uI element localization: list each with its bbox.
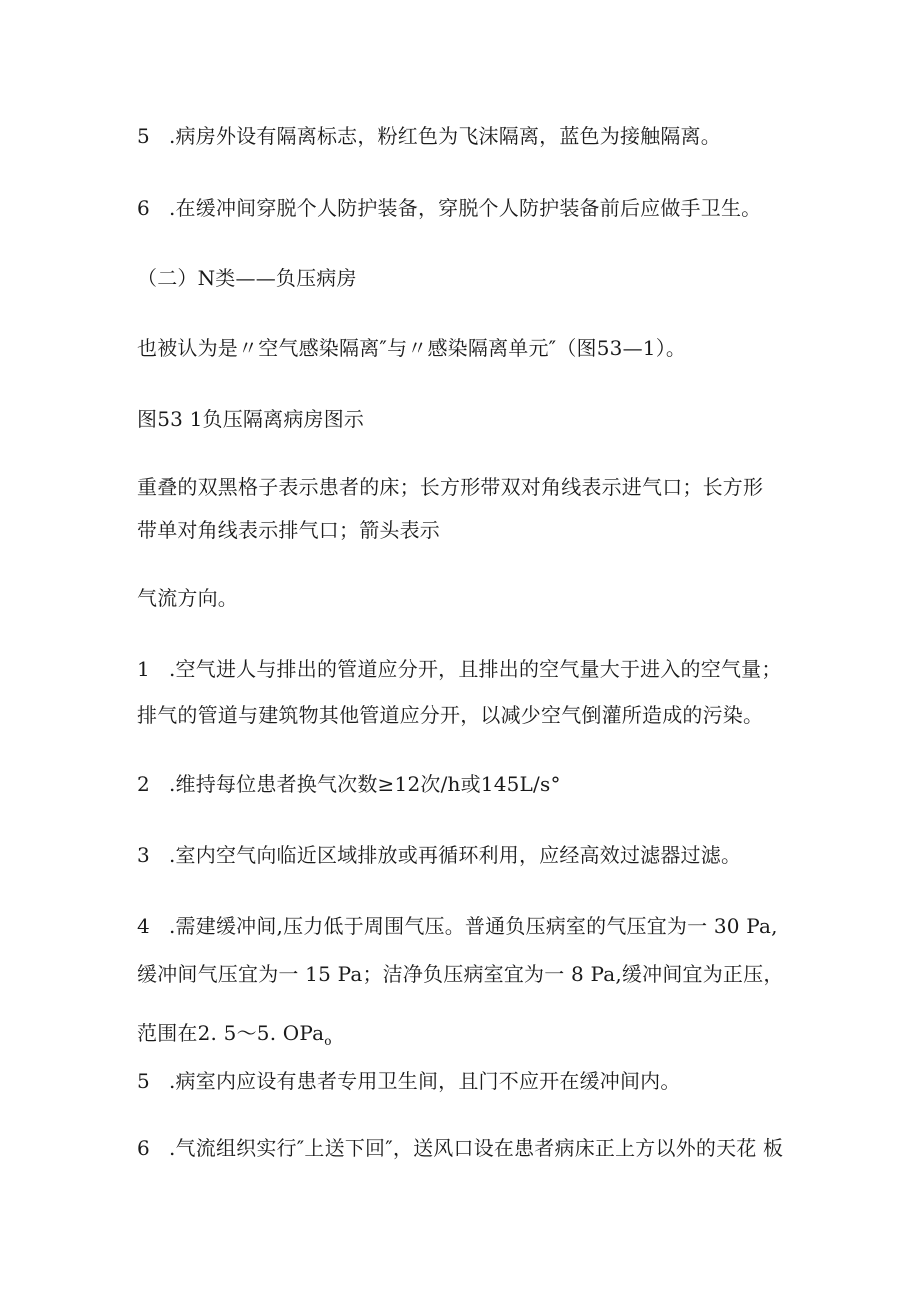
item-text: .维持每位患者换气次数≥12次/h或145L/s° <box>169 772 561 796</box>
list-item-4-pressure-line-2 <box>137 962 784 986</box>
item-text: .气流组织实行″上送下回″，送风口设在患者病床正上方以外的天花 板 <box>169 1136 784 1160</box>
list-item-1-ducts-line-2 <box>137 703 763 727</box>
list-item-3-filtration <box>137 843 741 867</box>
paragraph-figure-legend-line-1 <box>137 475 763 499</box>
item-text: .病房外设有隔离标志，粉红色为飞沫隔离，蓝色为接触隔离。 <box>169 124 721 148</box>
item-number: 6 <box>137 1136 150 1160</box>
paragraph-figure-legend-line-2 <box>137 518 440 542</box>
item-number: 1 <box>137 657 150 681</box>
paragraph-definition <box>137 336 686 360</box>
item-number: 2 <box>137 772 150 796</box>
list-item-4-pressure-line-3 <box>137 1021 332 1053</box>
figure-caption <box>137 407 364 431</box>
section-heading <box>137 266 357 290</box>
item-text: 范围在2. 5～5. OPa <box>137 1021 325 1045</box>
item-text: .病室内应设有患者专用卫生间，且门不应开在缓冲间内。 <box>169 1069 681 1093</box>
figure-caption-text: 图53 1负压隔离病房图示 <box>137 407 365 431</box>
paragraph-figure-legend-line-3 <box>137 586 238 610</box>
item-number: 4 <box>137 914 150 938</box>
paragraph-text: 也被认为是〃空气感染隔离″与〃感染隔离单元″（图53—1）。 <box>137 336 687 360</box>
list-item-6-airflow <box>137 1136 783 1160</box>
item-text: 缓冲间气压宜为一 15 Pa；洁净负压病室宜为一 8 Pa,缓冲间宜为正压， <box>137 962 784 986</box>
list-item-5-toilet <box>137 1069 681 1093</box>
item-number: 3 <box>137 843 150 867</box>
item-number: 6 <box>137 196 150 220</box>
item-text: .在缓冲间穿脱个人防护装备，穿脱个人防护装备前后应做手卫生。 <box>169 196 762 220</box>
item-text: .空气进人与排出的管道应分开，且排出的空气量大于进入的空气量； <box>169 657 782 681</box>
list-item-4-pressure-line-1 <box>137 914 778 938</box>
item-text: .需建缓冲间,压力低于周围气压。普通负压病室的气压宜为一 30 Pa, <box>169 914 778 938</box>
list-item-1-ducts-line-1 <box>137 657 782 681</box>
paragraph-text: 气流方向。 <box>137 586 238 610</box>
item-text: 排气的管道与建筑物其他管道应分开，以减少空气倒灌所造成的污染。 <box>137 703 764 727</box>
subscript-mark: o <box>324 1034 332 1048</box>
paragraph-text: 带单对角线表示排气口；箭头表示 <box>137 518 440 542</box>
item-number: 5 <box>137 1069 150 1093</box>
section-heading-text: （二）N类——负压病房 <box>137 266 357 290</box>
list-item-6-buffer-room <box>137 196 761 220</box>
item-text: .室内空气向临近区域排放或再循环利用，应经高效过滤器过滤。 <box>169 843 742 867</box>
list-item-2-air-changes <box>137 772 561 796</box>
list-item-5-isolation-sign <box>137 124 721 148</box>
item-number: 5 <box>137 124 150 148</box>
paragraph-text: 重叠的双黑格子表示患者的床；长方形带双对角线表示进气口；长方形 <box>137 475 764 499</box>
